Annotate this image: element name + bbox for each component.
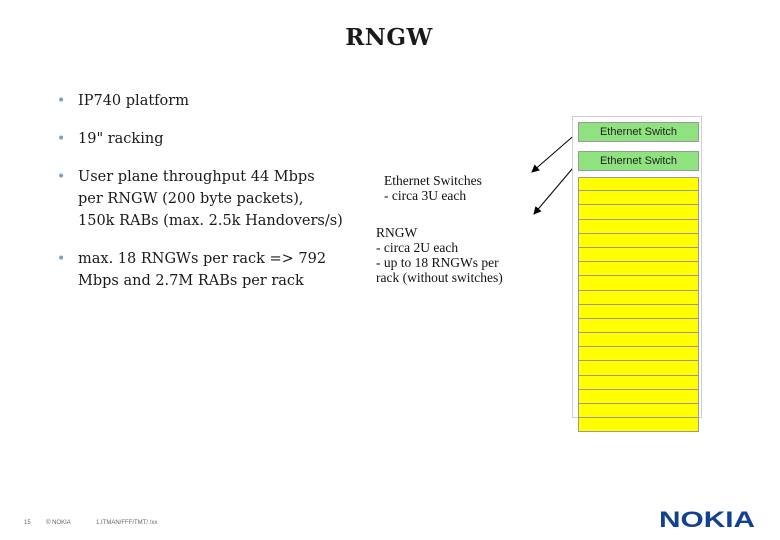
rngw-unit-slot (578, 220, 699, 234)
rngw-unit-slot (578, 319, 699, 333)
rngw-slots (578, 177, 699, 432)
rngw-unit-slot (578, 262, 699, 276)
ethernet-switch-unit: Ethernet Switch (578, 151, 699, 171)
rngw-unit-slot (578, 305, 699, 319)
rngw-unit-slot (578, 248, 699, 262)
rngw-unit-slot (578, 191, 699, 205)
rngw-unit-slot (578, 234, 699, 248)
rngw-unit-slot (578, 404, 699, 418)
rngw-unit-slot (578, 205, 699, 219)
slide-title: RNGW (345, 24, 433, 51)
ethernet-switches-annotation: Ethernet Switches - circa 3U each (384, 173, 482, 203)
bullet-item: • max. 18 RNGWs per rack => 792 Mbps and 2.7M RABs per rack (54, 248, 344, 292)
rngw-unit-slot (578, 390, 699, 404)
rngw-unit-slot (578, 347, 699, 361)
bullet-icon: • (57, 131, 66, 147)
rngw-unit-slot (578, 418, 699, 432)
bullet-icon: • (57, 251, 66, 267)
rngw-unit-slot (578, 291, 699, 305)
rngw-unit-slot (578, 333, 699, 347)
svg-text:NOKIA: NOKIA (659, 508, 756, 530)
copyright: © NOKIA (46, 520, 71, 526)
bullet-icon: • (57, 93, 66, 109)
bullet-item: • 19" racking (54, 128, 344, 150)
rack-diagram (572, 116, 702, 418)
bullet-item: • IP740 platform (54, 90, 344, 112)
document-reference: 1.ITMAN/FFF/TMT/ /xx (96, 520, 158, 526)
bullet-item: • User plane throughput 44 Mbps per RNGW (200 byte packets), 150k RABs (max. 2.5k Handovers/s) (54, 166, 344, 232)
ethernet-switch-unit: Ethernet Switch (578, 122, 699, 142)
rngw-annotation: RNGW - circa 2U each - up to 18 RNGWs per rack (without switches) (376, 225, 503, 285)
nokia-logo (658, 508, 756, 530)
rngw-unit-slot (578, 177, 699, 191)
rngw-unit-slot (578, 376, 699, 390)
bullet-icon: • (57, 169, 66, 185)
page-number: 15 (24, 520, 31, 526)
rngw-unit-slot (578, 361, 699, 375)
rngw-unit-slot (578, 276, 699, 290)
